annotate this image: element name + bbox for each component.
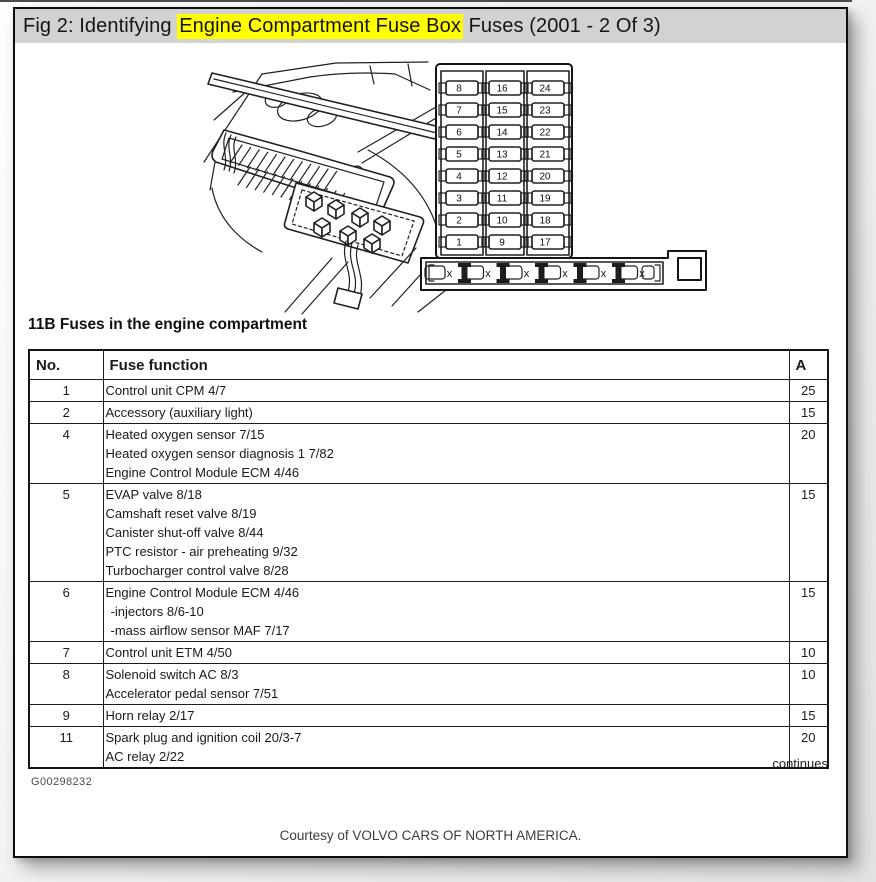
fuse-cell	[439, 81, 485, 95]
fuse-function-line: Engine Control Module ECM 4/46	[105, 585, 300, 600]
fuse-number: 9	[499, 237, 505, 249]
fuse-number: 14	[496, 127, 508, 139]
table-row	[29, 664, 828, 705]
table-row	[29, 380, 828, 402]
fuse-amps-cell: 15	[789, 582, 828, 642]
fuse-cell	[525, 147, 571, 161]
fuse-number: 10	[496, 215, 508, 227]
fuse-function-line: Heated oxygen sensor diagnosis 1 7/82	[105, 446, 334, 461]
table-row	[29, 484, 828, 582]
fuse-number: 19	[539, 193, 551, 205]
fuse-number: 11	[496, 193, 508, 205]
fuse-amps-cell: 10	[789, 664, 828, 705]
fuse-number: 24	[539, 83, 551, 95]
fuse-cell	[525, 103, 571, 117]
fuse-function-cell	[103, 664, 789, 705]
figure-id: G00298232	[31, 776, 93, 788]
fuse-cell	[525, 125, 571, 139]
fuse-no-cell: 5	[29, 484, 103, 582]
fuse-no-cell: 6	[29, 582, 103, 642]
fuse-number: 15	[496, 105, 508, 117]
fuse-number: 17	[539, 237, 551, 249]
fuse-cell	[439, 235, 485, 249]
fuse-function-cell	[103, 727, 789, 769]
fuse-no-cell: 8	[29, 664, 103, 705]
fuse-function-line: PTC resistor - air preheating 9/32	[105, 544, 298, 559]
fuse-cell	[482, 125, 528, 139]
table-row	[29, 705, 828, 727]
figure-title-highlight: Engine Compartment Fuse Box	[179, 14, 461, 37]
fuse-cell	[482, 213, 528, 227]
fuse-number: 5	[456, 149, 462, 161]
fuse-function-line: Heated oxygen sensor 7/15	[105, 427, 265, 442]
fuse-no-cell: 1	[29, 380, 103, 402]
fuse-number: 16	[496, 83, 508, 95]
fuse-cell	[439, 125, 485, 139]
fuse-cell	[482, 103, 528, 117]
fuse-function-line: Control unit ETM 4/50	[105, 645, 232, 660]
fuse-function-line: Canister shut-off valve 8/44	[105, 525, 264, 540]
fuse-function-line: Horn relay 2/17	[105, 708, 195, 723]
col-header-amps: A	[789, 350, 828, 380]
fuse-cell	[439, 103, 485, 117]
engine-compartment-drawing	[204, 62, 446, 314]
fuse-function-line: Turbocharger control valve 8/28	[105, 563, 289, 578]
fuse-function-cell	[103, 380, 789, 402]
fuse-amps-cell: 20	[789, 727, 828, 769]
fuse-amps-cell: 10	[789, 642, 828, 664]
fuse-number: 3	[456, 193, 462, 205]
fuse-cell	[482, 191, 528, 205]
strip-x-marker: x	[485, 268, 491, 280]
table-header-row	[29, 350, 828, 380]
fuse-number: 1	[456, 237, 462, 249]
courtesy-line: Courtesy of VOLVO CARS OF NORTH AMERICA.	[279, 828, 582, 843]
fuse-function-cell	[103, 582, 789, 642]
fuse-number: 7	[456, 105, 462, 117]
strip-x-marker: x	[523, 268, 530, 280]
fuse-number: 20	[539, 171, 551, 183]
fuse-function-cell	[103, 484, 789, 582]
fuse-amps-cell: 20	[789, 424, 828, 484]
table-row	[29, 582, 828, 642]
fuse-cell	[482, 147, 528, 161]
fuse-box-diagram	[160, 55, 730, 317]
fuse-cell	[525, 169, 571, 183]
table-row	[29, 402, 828, 424]
continues-label: continues	[772, 756, 828, 771]
fuse-amps-cell: 25	[789, 380, 828, 402]
col-header-no: No.	[29, 350, 103, 380]
fuse-amps-cell: 15	[789, 705, 828, 727]
col-header-function: Fuse function	[103, 350, 789, 380]
table-row	[29, 727, 828, 769]
fuse-cell	[439, 147, 485, 161]
fuse-cell	[439, 169, 485, 183]
table-row	[29, 642, 828, 664]
fuse-amps-cell: 15	[789, 402, 828, 424]
fuse-number: 21	[539, 149, 551, 161]
fuse-function-line: AC relay 2/22	[105, 749, 185, 764]
fuse-cell	[525, 213, 571, 227]
fuse-function-line: Accessory (auxiliary light)	[105, 405, 253, 420]
fuse-function-line: Engine Control Module ECM 4/46	[105, 465, 300, 480]
strip-x-marker: x	[639, 268, 645, 280]
fuse-function-line: Camshaft reset valve 8/19	[105, 506, 257, 521]
strip-end-square	[678, 258, 701, 280]
fuse-number: 13	[496, 149, 508, 161]
fuse-function-line: Spark plug and ignition coil 20/3-7	[105, 730, 302, 745]
fuse-cell	[439, 213, 485, 227]
fuse-number: 18	[539, 215, 551, 227]
fuse-cell	[525, 81, 571, 95]
fuse-cell	[482, 235, 528, 249]
fuse-no-cell: 11	[29, 727, 103, 769]
fuse-number: 22	[539, 127, 551, 139]
fuse-cell	[439, 191, 485, 205]
fuse-panel	[436, 64, 572, 258]
table-row	[29, 424, 828, 484]
fuse-cell	[482, 81, 528, 95]
fuse-function-cell	[103, 705, 789, 727]
fuse-function-line: -mass airflow sensor MAF 7/17	[110, 623, 290, 638]
fuse-function-line: Accelerator pedal sensor 7/51	[105, 686, 279, 701]
fuse-table	[28, 349, 829, 769]
fuse-function-cell	[103, 424, 789, 484]
fuse-function-line: Control unit CPM 4/7	[105, 383, 227, 398]
fuse-number: 8	[456, 83, 462, 95]
figure-title-bar	[15, 9, 846, 43]
section-heading: 11B Fuses in the engine compartment	[28, 316, 308, 333]
fuse-no-cell: 2	[29, 402, 103, 424]
figure-page	[13, 7, 848, 858]
fuse-no-cell: 4	[29, 424, 103, 484]
strip-x-marker: x	[562, 268, 568, 280]
fuse-cell	[482, 169, 528, 183]
figure-title-prefix: Fig 2: Identifying	[23, 14, 178, 37]
fuse-no-cell: 9	[29, 705, 103, 727]
figure-title-suffix: Fuses (2001 - 2 Of 3)	[462, 14, 661, 37]
strip-x-marker: x	[600, 268, 607, 280]
strip-x-marker: x	[446, 268, 453, 280]
fuse-function-cell	[103, 402, 789, 424]
fuse-function-line: Solenoid switch AC 8/3	[105, 667, 239, 682]
fuse-number: 6	[456, 127, 462, 139]
window-top-edge	[0, 0, 852, 2]
fuse-function-line: -injectors 8/6-10	[110, 604, 204, 619]
fuse-cell	[525, 235, 571, 249]
fuse-number: 2	[456, 215, 462, 227]
fuse-function-line: EVAP valve 8/18	[105, 487, 202, 502]
fuse-number: 12	[496, 171, 508, 183]
fuse-no-cell: 7	[29, 642, 103, 664]
fuse-number: 23	[539, 105, 551, 117]
fuse-function-cell	[103, 642, 789, 664]
fuse-cell	[525, 191, 571, 205]
fuse-number: 4	[456, 171, 462, 183]
fuse-amps-cell: 15	[789, 484, 828, 582]
